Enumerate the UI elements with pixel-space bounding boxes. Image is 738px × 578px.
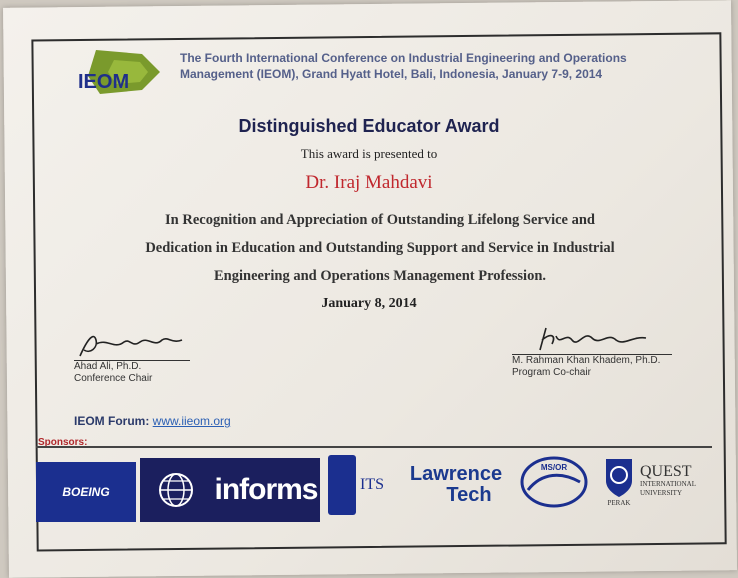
sponsor-lawrence-text: Lawrence (409, 463, 503, 485)
quest-wordmark (640, 464, 696, 498)
svg-text:MS/OR: MS/OR (540, 463, 568, 472)
citation-line-2: Dedication in Education and Outstanding Support and Service in Industrial (145, 240, 615, 256)
citation-line-3: Engineering and Operations Management Profession. (213, 268, 547, 284)
signatory-name: Ahad Ali, Ph.D. (74, 361, 142, 372)
recipient-name: Dr. Iraj Mahdavi (305, 172, 433, 193)
sponsor-quest-text: QUEST (640, 463, 692, 480)
handwritten-signature-cochair (512, 322, 672, 354)
sponsor-iie-logo (140, 458, 212, 522)
sponsor-perak-text: PERAK (607, 499, 631, 507)
signature-block-chair (74, 328, 190, 385)
sponsor-its-logo (328, 452, 406, 518)
award-date: January 8, 2014 (321, 296, 417, 311)
conference-header (180, 50, 680, 82)
sponsor-tech-text: Tech (446, 484, 492, 506)
sponsor-boeing-text: BOEING (62, 485, 110, 499)
sponsor-its-text: ITS (360, 476, 384, 493)
sponsor-msor-logo (518, 452, 590, 512)
award-citation (70, 206, 690, 290)
sponsor-quest-international: INTERNATIONAL (640, 480, 696, 488)
sponsor-quest-university: UNIVERSITY (640, 489, 682, 497)
signatory-name: M. Rahman Khan Khadem, Ph.D. (512, 355, 661, 366)
sponsors-label: Sponsors: (38, 437, 88, 448)
sponsor-quest-logo (602, 446, 712, 516)
conference-line-1: The Fourth International Conference on Industrial Engineering and Operations (180, 51, 627, 65)
signatory-role: Program Co-chair (512, 367, 591, 378)
sponsor-informs-text: informs (214, 473, 318, 506)
sponsor-boeing-logo (36, 462, 136, 522)
signatory-role: Conference Chair (74, 373, 153, 384)
sponsor-informs-logo (212, 458, 320, 522)
quest-emblem (602, 455, 636, 507)
svg-text:IEOM: IEOM (78, 71, 130, 93)
ieom-logo (44, 46, 164, 98)
conference-line-2: Management (IEOM), Grand Hyatt Hotel, Bali, Indonesia, January 7-9, 2014 (180, 67, 603, 81)
globe-icon (156, 470, 196, 510)
forum-info (74, 414, 231, 428)
shield-icon (602, 455, 636, 499)
award-title: Distinguished Educator Award (238, 116, 500, 136)
msor-emblem-icon (518, 452, 590, 512)
presented-text: This award is presented to (300, 146, 438, 161)
forum-link[interactable]: www.iieom.org (152, 414, 231, 428)
handwritten-signature-chair (74, 328, 190, 360)
sponsor-lawrence-tech-logo (404, 452, 508, 518)
signature-block-cochair (512, 322, 672, 379)
citation-line-1: In Recognition and Appreciation of Outstanding Lifelong Service and (165, 212, 595, 228)
forum-label: IEOM Forum: (74, 414, 150, 428)
its-emblem-icon (328, 455, 356, 515)
